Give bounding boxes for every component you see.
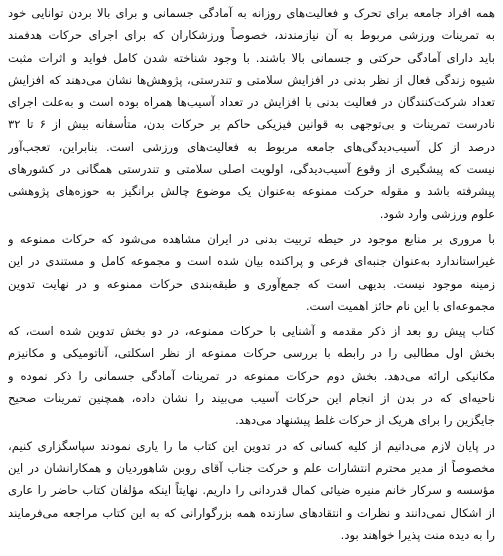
text-line: زمینه موجود نیست. بدیهی است که جمع‌آوری و طبقه‌بندی حرکات ممنوعه و در نهایت تدوین [8,276,495,291]
text-line: علوم ورزشی وارد شود. [379,206,495,221]
text-line: نادرست تمرینات و بی‌توجهی به قوانین فیزیکی حاکم بر حرکات بدن، متأسفانه بیش از ۶ تا ۳۲ [8,117,495,132]
text-line: شیوه زندگی فعال از نظر بدنی در افزایش سلامتی و تندرستی، پژوهش‌ها نشان می‌دهند که افزایش [8,72,495,87]
text-line: درصد از کل آسیب‌دیدگی‌های جامعه مربوط به فعالیت‌های ورزشی است. بنابراین، تعجب‌آور [8,139,495,154]
paragraph-acknowledgements [8,435,495,546]
text-line: مجموعه‌ای با این نام حائز اهمیت است. [305,298,495,313]
text-line: در پایان لازم می‌دانیم از کلیه کسانی که در تدوین این کتاب ما را یاری نمودند سپاسگزاری کنیم، [8,438,495,453]
paragraph-resources [8,228,495,317]
text-line: بخش اول مطالبی را در رابطه با بررسی حرکات ممنوعه از نظر اسکلتی، آناتومیکی و مکانیزم [8,346,495,361]
text-line: مخصوصاً از مدیر محترم انتشارات علم و حرکت جناب آقای روبن شاهوردیان و همکارانشان در این [8,460,495,475]
text-line: مؤسسه و سرکار خانم منیره ضیائی کمال قدردانی را داریم. نهایتاً اینکه مؤلفان کتاب حاضر را عاری [8,483,495,498]
text-line: از اشکال نمی‌دانند و نظرات و انتقادهای سازنده همه بزرگوارانی که به این کتاب مراجعه می‌فرمایند [8,505,495,520]
paragraph-book-structure [8,320,495,431]
text-line: نیست که پیشگیری از وقوع آسیب‌دیدگی، اولویت اصلی سلامتی و تندرستی همگانی در کشورهای [8,162,495,177]
text-line: پیشرفته باشد و مقوله حرکت ممنوعه به‌عنوان یک موضوع چالش برانگیز به حوزه‌های پژوهشی [8,184,495,199]
text-line: غیراستاندارد به‌عنوان جنبه‌ای فرعی و پراکنده بیان شده است و مجموعه کامل و مستندی در این [8,254,495,269]
text-line: ناحیه‌ای که در بدن از انجام این حرکات آسیب می‌بیند را نشان داده، همچنین تمرینات صحیح [8,391,495,406]
text-line: مکانیکی ارائه می‌دهد. بخش دوم حرکات ممنوعه در تمرینات آمادگی جسمانی را ذکر نموده و [8,368,495,383]
text-line: همه افراد جامعه برای تحرک و فعالیت‌های روزانه به آمادگی جسمانی و برای بالا بردن توانایی خود [8,6,495,20]
text-line: با مروری بر منابع موجود در حیطه تربیت بدنی در ایران مشاهده می‌شود که حرکات ممنوعه و [8,231,495,246]
paragraph-intro [8,2,495,225]
text-line: کتاب پیش رو بعد از ذکر مقدمه و آشنایی با حرکات ممنوعه، در دو بخش تدوین شده است، که [8,324,495,339]
text-line: جایگزین را برای هریک از حرکات غلط پیشنهاد می‌دهد. [235,413,495,428]
text-line: تعداد شرکت‌کنندگان در فعالیت بدنی با افزایش در تعداد آسیب‌ها همراه بوده است و به‌علت اجرای [8,95,495,110]
text-line: به تمرینات ورزشی مربوط به آن نیازمندند، خصوصاً ورزشکاران که برای اجرای حرکات هدفمند [8,28,495,43]
text-line: باید دارای آمادگی حرکتی و جسمانی بالا باشند. با وجود شناخته شدن کامل فواید و اثرات مثبت [8,50,495,65]
text-line: را به دیده منت پذیرا خواهند بود. [340,527,495,542]
